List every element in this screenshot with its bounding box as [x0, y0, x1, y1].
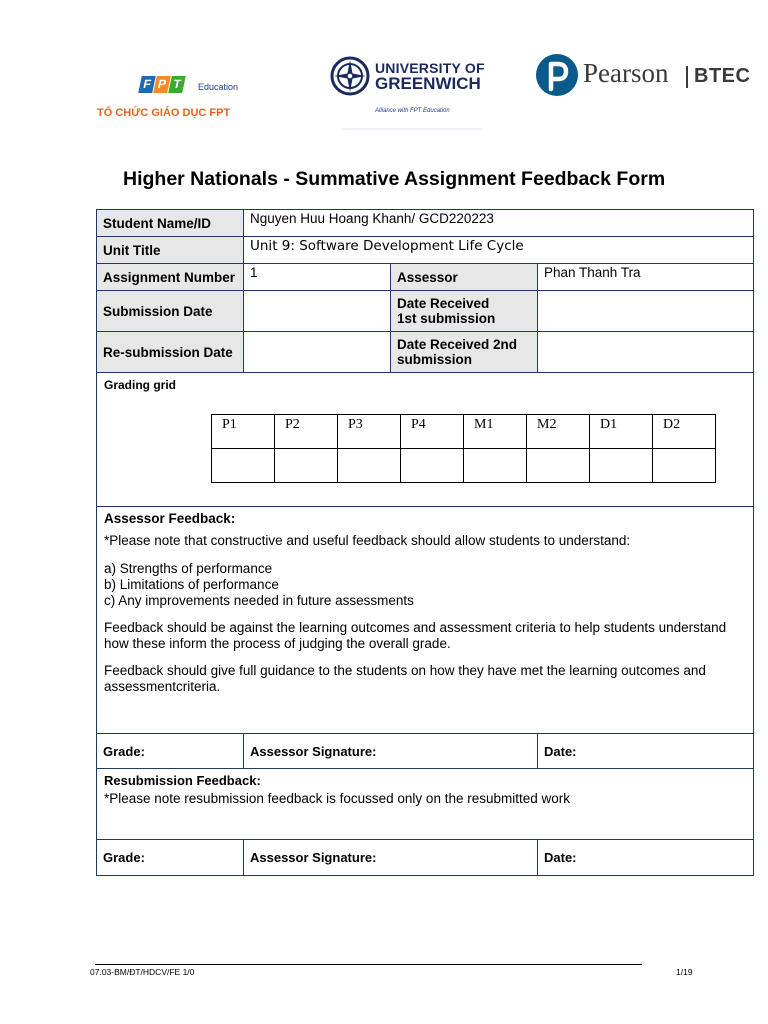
unit-label: Unit Title [97, 237, 244, 264]
pearson-p-icon [535, 52, 579, 98]
grade-header: D1 [590, 415, 653, 449]
feedback-list-item: b) Limitations of performance [104, 577, 279, 592]
assessor-field[interactable]: Phan Thanh Tra [538, 264, 754, 291]
assignment-row [97, 264, 754, 291]
grade-cell[interactable] [338, 449, 401, 483]
grade-header: P4 [401, 415, 464, 449]
grade-header: M2 [527, 415, 590, 449]
submission-row [97, 291, 754, 332]
submission-label: Submission Date [97, 291, 244, 332]
student-label: Student Name/ID [97, 210, 244, 237]
grade-cell[interactable] [527, 449, 590, 483]
grade-header: P3 [338, 415, 401, 449]
unit-row [97, 237, 754, 264]
grade-cell[interactable] [590, 449, 653, 483]
received2-label: Date Received 2nd submission [391, 332, 538, 373]
grade-cell[interactable] [275, 449, 338, 483]
feedback-paragraph: Feedback should be against the learning outcomes and assessment criteria to help students understand how these inform the process of judging the overall grade. [104, 620, 727, 651]
feedback-list-item: c) Any improvements needed in future assessments [104, 593, 414, 608]
resubmission-feedback-section[interactable] [97, 769, 754, 840]
grading-label: Grading grid [104, 378, 176, 392]
pearson-brand: Pearson [583, 58, 669, 88]
feedback-form-table [96, 209, 754, 876]
grading-section [97, 373, 754, 507]
assessor-feedback-section[interactable] [97, 507, 754, 734]
assessor-signature-label[interactable]: Assessor Signature: [244, 734, 538, 769]
grade-label[interactable]: Grade: [97, 840, 244, 876]
grade-header: P2 [275, 415, 338, 449]
received1-field[interactable] [538, 291, 754, 332]
grade-header: P1 [212, 415, 275, 449]
feedback-row [97, 507, 754, 734]
assessor-signature-label[interactable]: Assessor Signature: [244, 840, 538, 876]
fpt-subtitle: TỔ CHỨC GIÁO DỤC FPT [97, 107, 231, 119]
assessor-label: Assessor [391, 264, 538, 291]
date-label[interactable]: Date: [538, 734, 754, 769]
greenwich-logo [322, 52, 492, 134]
grading-row [97, 373, 754, 507]
greenwich-crest-icon [330, 56, 370, 96]
grading-header-row [212, 415, 716, 449]
assignment-label: Assignment Number [97, 264, 244, 291]
page-title: Higher Nationals - Summative Assignment Feedback Form [123, 168, 666, 190]
resubmission-field[interactable] [244, 332, 391, 373]
page-number: 1/19 [676, 967, 693, 977]
grading-grid [211, 414, 716, 483]
student-row [97, 210, 754, 237]
resubmission-row [97, 332, 754, 373]
grade-cell[interactable] [401, 449, 464, 483]
submission-field[interactable] [244, 291, 391, 332]
assignment-field[interactable]: 1 [244, 264, 391, 291]
grade-cell[interactable] [653, 449, 716, 483]
greenwich-alliance: Alliance with FPT Education [375, 108, 450, 114]
signature-row [97, 734, 754, 769]
grade-header: M1 [464, 415, 527, 449]
received2-field[interactable] [538, 332, 754, 373]
student-field[interactable]: Nguyen Huu Hoang Khanh/ GCD220223 [244, 210, 754, 237]
resubmission-feedback-row [97, 769, 754, 840]
resubmission-label: Re-submission Date [97, 332, 244, 373]
resubmission-heading: Resubmission Feedback: [104, 773, 261, 788]
feedback-heading: Assessor Feedback: [104, 511, 236, 526]
footer-divider [95, 964, 642, 965]
fpt-education-logo [95, 72, 270, 124]
signature-row-2 [97, 840, 754, 876]
btec-brand: BTEC [694, 65, 751, 87]
pearson-btec-logo [535, 52, 760, 102]
pearson-divider [686, 66, 688, 88]
unit-field[interactable]: Unit 9: Software Development Life Cycle [244, 237, 754, 264]
grade-cell[interactable] [212, 449, 275, 483]
greenwich-underline [342, 128, 482, 130]
feedback-note: *Please note that constructive and useful feedback should allow students to understand: [104, 533, 631, 548]
feedback-paragraph: Feedback should give full guidance to the students on how they have met the learning outcomes and assessmentcriteria. [104, 663, 706, 694]
grade-label[interactable]: Grade: [97, 734, 244, 769]
footer-code: 07.03-BM/ĐT/HDCV/FE 1/0 [90, 967, 195, 977]
grade-header: D2 [653, 415, 716, 449]
resubmission-note: *Please note resubmission feedback is focussed only on the resubmitted work [104, 791, 571, 806]
greenwich-title-line1: UNIVERSITY OF [375, 60, 485, 76]
grading-value-row [212, 449, 716, 483]
grade-cell[interactable] [464, 449, 527, 483]
received1-label: Date Received 1st submission [391, 291, 538, 332]
greenwich-title-line2: GREENWICH [375, 74, 481, 93]
fpt-education-label: Education [198, 82, 239, 92]
date-label[interactable]: Date: [538, 840, 754, 876]
fpt-letters: F P T [140, 75, 185, 97]
feedback-list-item: a) Strengths of performance [104, 561, 273, 576]
